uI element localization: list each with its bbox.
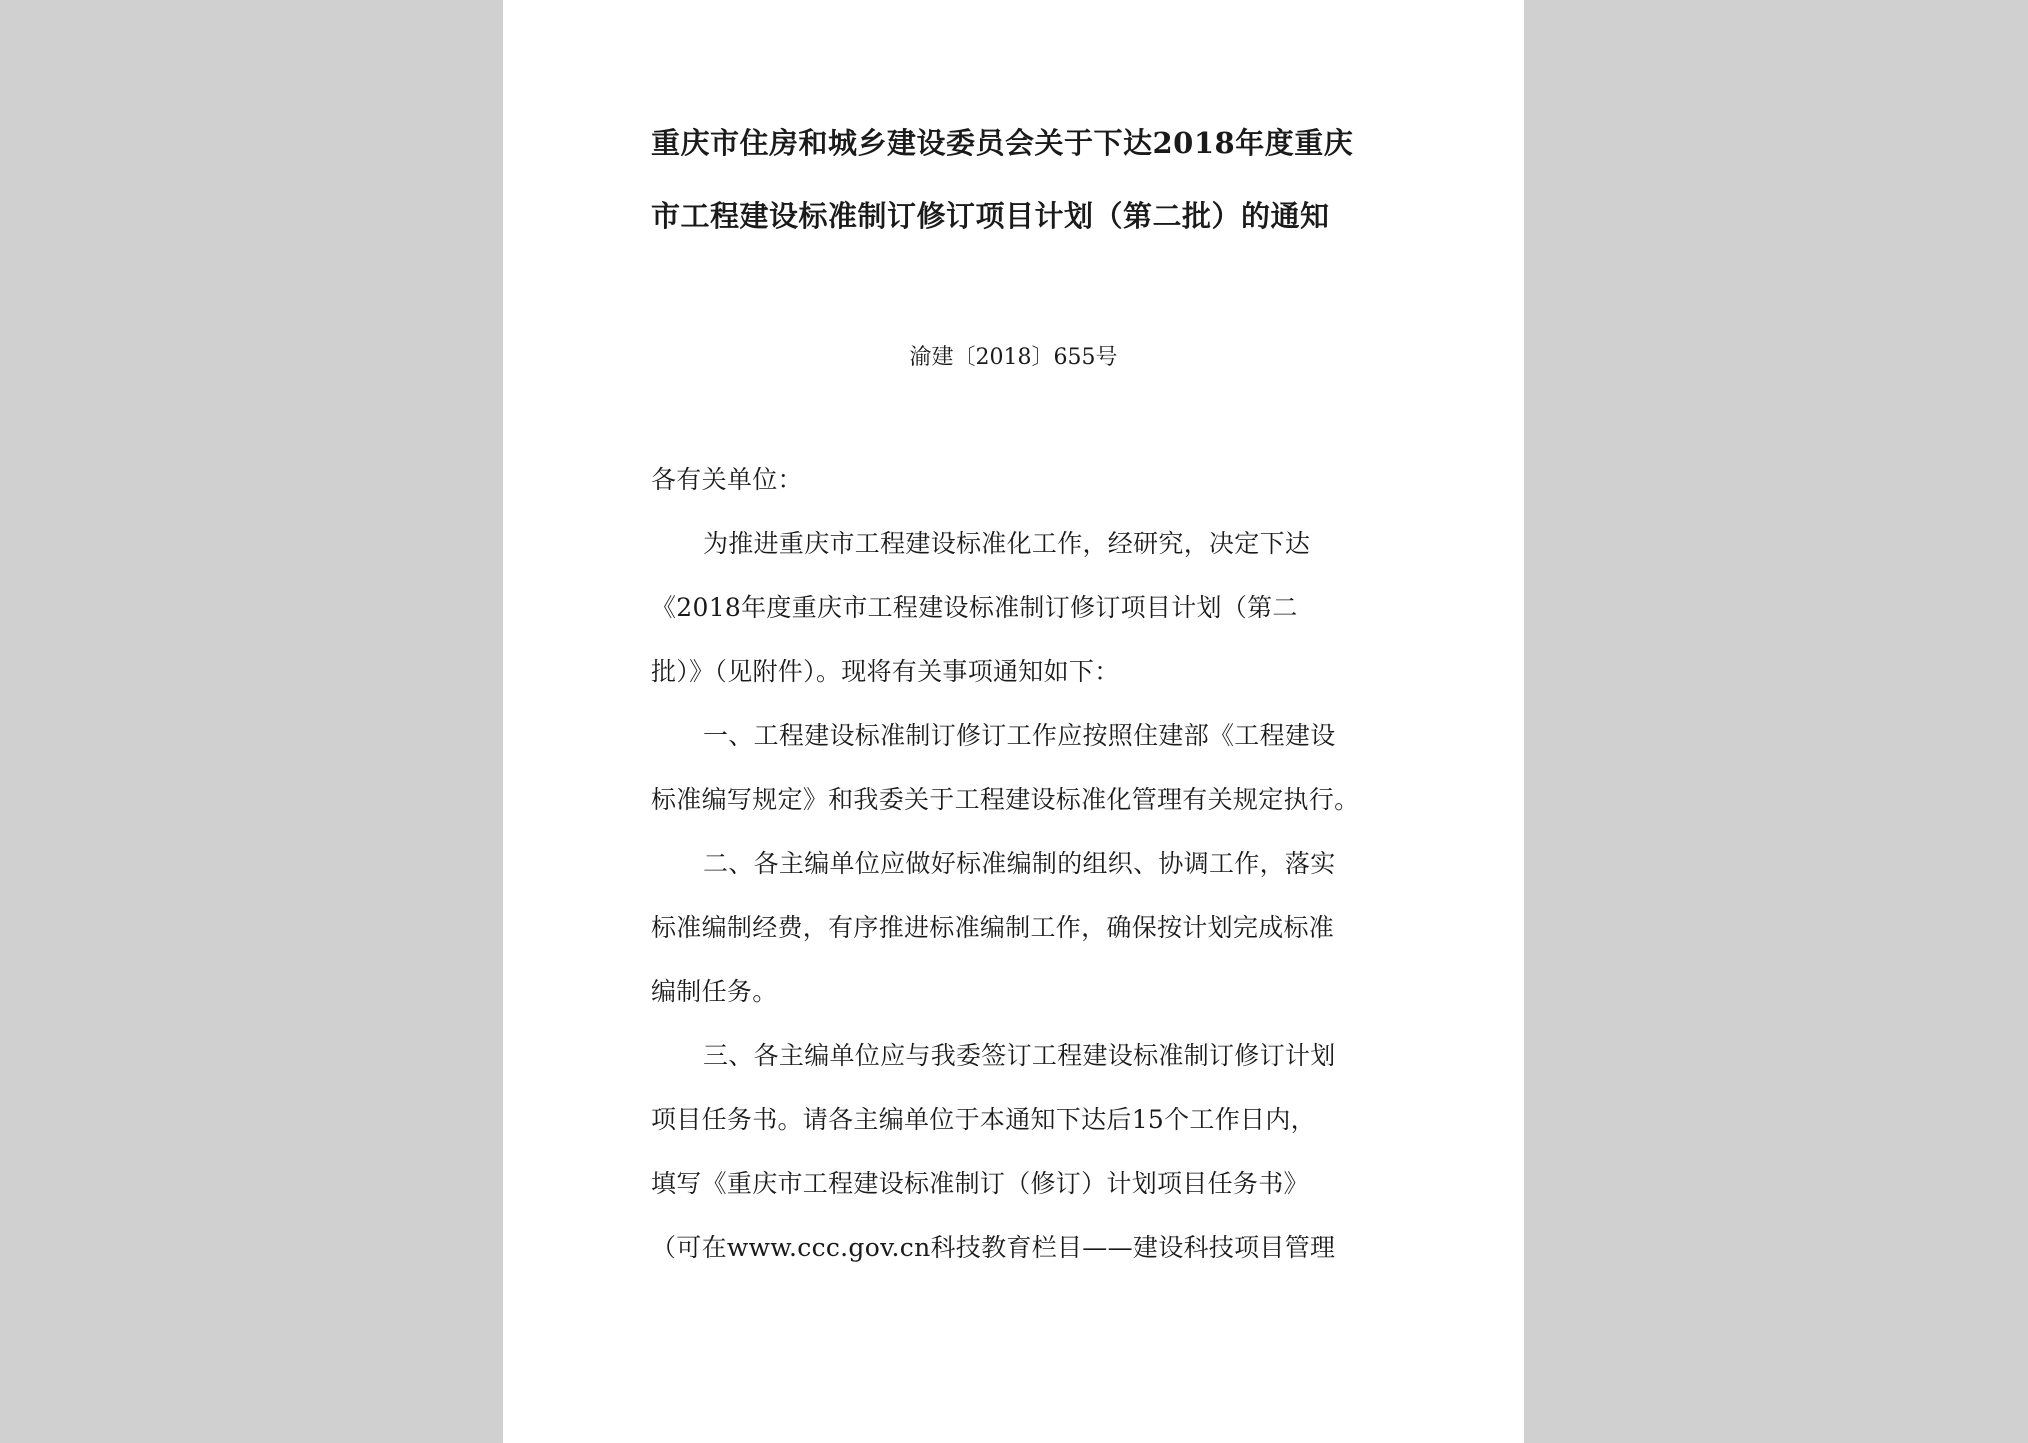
paragraph-line: （可在www.ccc.gov.cn科技教育栏目——建设科技项目管理 — [651, 1233, 1336, 1262]
paragraph-line: 标准编制经费，有序推进标准编制工作，确保按计划完成标准 — [651, 913, 1335, 942]
paragraph-line: 批）》（见附件）。现将有关事项通知如下： — [651, 657, 1120, 686]
paragraph-line: 标准编写规定》和我委关于工程建设标准化管理有关规定执行。 — [651, 785, 1360, 814]
paragraph-line: 项目任务书。请各主编单位于本通知下达后15个工作日内， — [651, 1105, 1316, 1134]
paragraph-line: 三、各主编单位应与我委签订工程建设标准制订修订计划 — [703, 1041, 1336, 1070]
paragraph-line: 为推进重庆市工程建设标准化工作，经研究，决定下达 — [703, 529, 1311, 558]
paragraph-line: 编制任务。 — [651, 977, 778, 1006]
paragraph-line: 《2018年度重庆市工程建设标准制订修订项目计划（第二 — [651, 593, 1298, 622]
document-number: 渝建〔2018〕655号 — [909, 345, 1118, 370]
salutation: 各有关单位： — [651, 465, 803, 494]
paragraph-line: 二、各主编单位应做好标准编制的组织、协调工作，落实 — [703, 849, 1336, 878]
document-page — [503, 0, 1524, 1443]
paragraph-line: 一、工程建设标准制订修订工作应按照住建部《工程建设 — [703, 721, 1336, 750]
document-title-line-1: 重庆市住房和城乡建设委员会关于下达2018年度重庆 — [651, 126, 1354, 160]
paragraph-line: 填写《重庆市工程建设标准制订（修订）计划项目任务书》 — [651, 1169, 1309, 1198]
document-title-line-2: 市工程建设标准制订修订项目计划（第二批）的通知 — [651, 199, 1330, 233]
